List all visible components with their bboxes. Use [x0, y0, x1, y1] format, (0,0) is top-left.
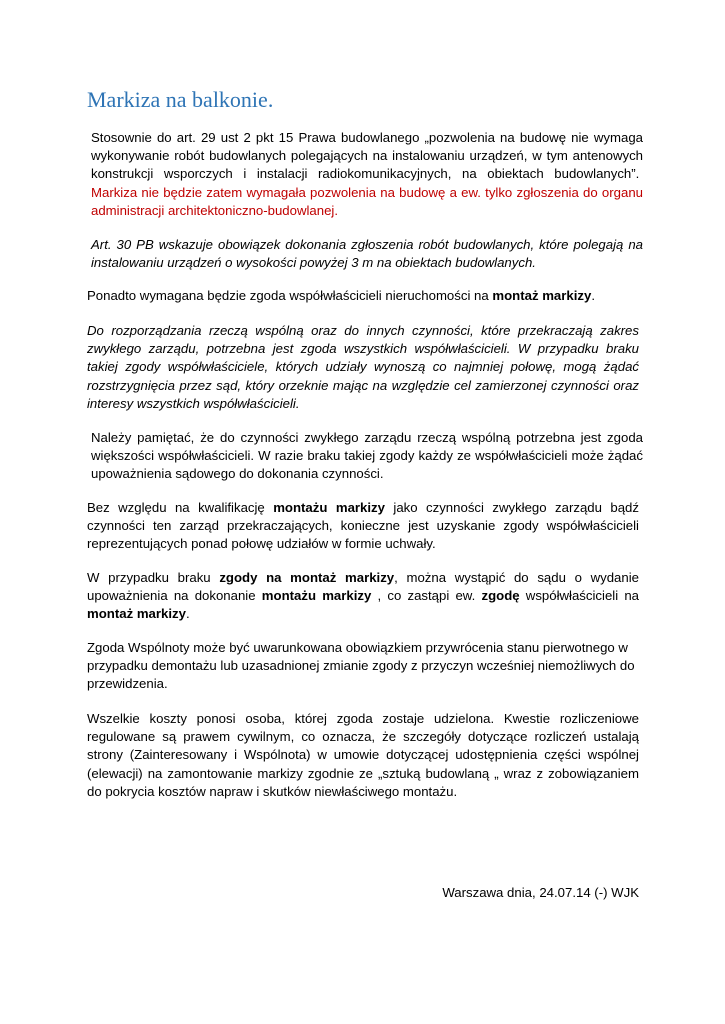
paragraph-co-owner-consent	[87, 287, 639, 305]
bold-term: montaż markizy	[492, 288, 592, 303]
paragraph-text: Stosownie do art. 29 ust 2 pkt 15 Prawa budowlanego „pozwolenia na budowę nie wymaga wykonywanie robót budowlanych polegających na instalowaniu urządzeń, w tym antenowych konstrukcji wsporczych i instalacji radiokomunikacyjnych, na obiektach budowlanych”.	[91, 130, 643, 182]
paragraph-art-29	[87, 129, 643, 220]
paragraph-text: Bez względu na kwalifikację	[87, 500, 265, 515]
paragraph-costs: Wszelkie koszty ponosi osoba, której zgoda zostaje udzielona. Kwestie rozliczeniowe regulowane są prawem cywilnym, co oznacza, że szczegóły dotyczące rozliczeń ustalają strony (Zainteresowany i Wspólnota) w umowie dotyczącej udostępnienia części wspólnej (elewacji) na zamontowanie markizy zgodnie ze „sztuką budowlaną „ wraz z zobowiązaniem do pokrycia kosztów napraw i skutków niewłaściwego montażu.	[87, 711, 639, 799]
paragraph-text: Ponadto wymagana będzie zgoda współwłaścicieli nieruchomości na	[87, 288, 489, 303]
paragraph-text: W przypadku braku	[87, 570, 211, 585]
bold-term: montażu markizy	[273, 500, 385, 515]
paragraph-text: , można wystąpić do sądu o wydanie upoważnienia na dokonanie	[87, 570, 639, 604]
paragraph-art-30: Art. 30 PB wskazuje obowiązek dokonania zgłoszenia robót budowlanych, które polegają na instalowaniu urządzeń o wysokości powyżej 3 m na obiektach budowlanych.	[91, 237, 643, 271]
paragraph-court	[87, 569, 639, 624]
bold-term: zgodę	[481, 588, 520, 604]
paragraph-community-consent: Zgoda Wspólnoty może być uwarunkowana obowiązkiem przywrócenia stanu pierwotnego w przypadku demontażu lub uzasadnionej zmianie zgody z przyczyn wcześniej niemożliwych do przewidzenia.	[87, 640, 635, 692]
paragraph-text: współwłaścicieli na	[525, 588, 639, 604]
red-highlight-text: Markiza nie będzie zatem wymagała pozwolenia na budowę a ew. tylko zgłoszenia do organu administracji architektoniczno-budowlanej.	[91, 184, 643, 218]
bold-term: montaż markizy	[87, 606, 186, 622]
paragraph-ordinary-management: Należy pamiętać, że do czynności zwykłego zarządu rzeczą wspólną potrzebna jest zgoda większości współwłaścicieli. W razie braku takiej zgody każdy ze współwłaścicieli może żądać upoważnienia sądowego do dokonania czynności.	[91, 430, 643, 482]
paragraph-text: , co zastąpi ew.	[377, 588, 476, 604]
paragraph-legal-quote: Do rozporządzania rzeczą wspólną oraz do innych czynności, które przekraczają zakres zwykłego zarządu, potrzebna jest zgoda wszystkich współwłaścicieli. W przypadku braku takiej zgody współwłaściciele, których udziały wynoszą co najmniej połowę, mogą żądać rozstrzygnięcia przez sąd, który orzeknie mając na względzie cel zamierzonej czynności oraz interesy wszystkich współwłaścicieli.	[87, 323, 639, 411]
paragraph-end: .	[185, 606, 190, 622]
paragraph-text: jako czynności zwykłego zarządu bądź czynności ten zarząd przekraczających, konieczne jest uzyskanie zgody współwłaścicieli reprezentujących ponad połowę udziałów w formie uchwały.	[87, 500, 639, 552]
bold-term: montażu markizy	[261, 588, 372, 604]
signature-line: Warszawa dnia, 24.07.14 (-) WJK	[442, 885, 639, 900]
bold-term: zgody na montaż markizy	[219, 570, 395, 585]
paragraph-end: .	[591, 288, 596, 303]
paragraph-qualification	[87, 499, 639, 554]
document-title: Markiza na balkonie.	[87, 87, 274, 112]
